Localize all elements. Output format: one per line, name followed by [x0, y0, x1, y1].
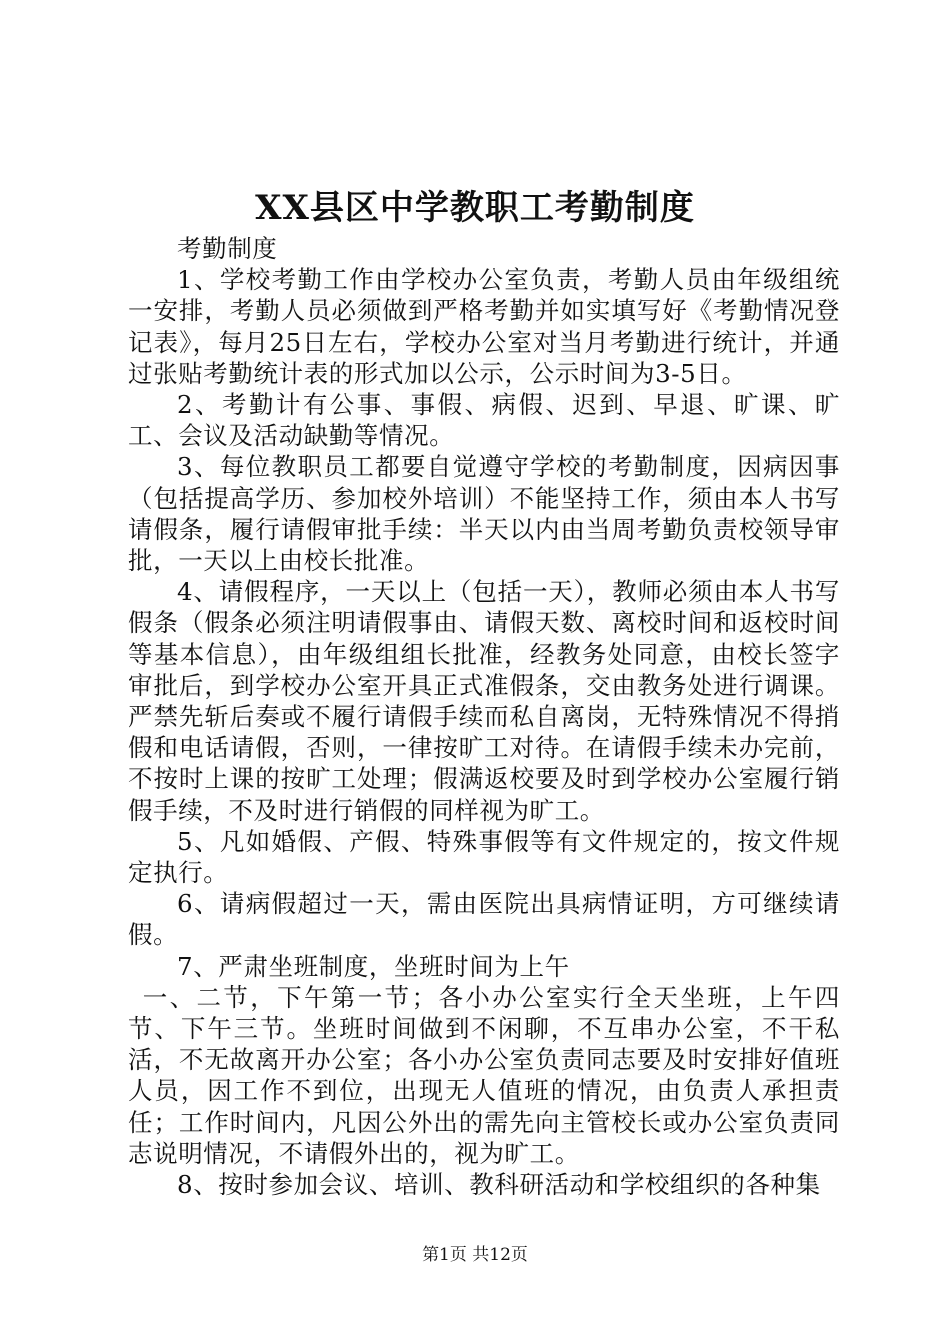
- document-title: XX县区中学教职工考勤制度: [255, 188, 695, 228]
- paragraph-2: 2、考勤计有公事、事假、病假、迟到、早退、旷课、旷工、会议及活动缺勤等情况。: [128, 390, 840, 451]
- document-body: [128, 233, 840, 1200]
- paragraph-7-continued: 一、二节，下午第一节；各小办公室实行全天坐班，上午四节、下午三节。坐班时间做到不闲聊，不互串办公室，不干私活，不无故离开办公室；各小办公室负责同志要及时安排好值班人员，因工作不到位，出现无人值班的情况，由负责人承担责任；工作时间内，凡因公外出的需先向主管校长或办公室负责同志说明情况，不请假外出的，视为旷工。: [128, 982, 840, 1168]
- section-heading: 考勤制度: [177, 234, 278, 263]
- paragraph-8: 8、按时参加会议、培训、教科研活动和学校组织的各种集: [177, 1170, 821, 1200]
- paragraph-1: 1、学校考勤工作由学校办公室负责，考勤人员由年级组统一安排，考勤人员必须做到严格考勤并如实填写好《考勤情况登记表》，每月25日左右，学校办公室对当月考勤进行统计，并通过张贴考勤统计表的形式加以公示，公示时间为3-5日。: [128, 265, 840, 388]
- paragraph-3: 3、每位教职员工都要自觉遵守学校的考勤制度，因病因事（包括提高学历、参加校外培训）不能坚持工作，须由本人书写请假条，履行请假审批手续：半天以内由当周考勤负责校领导审批，一天以上由校长批准。: [128, 452, 840, 576]
- paragraph-4: 4、请假程序，一天以上（包括一天），教师必须由本人书写假条（假条必须注明请假事由、请假天数、离校时间和返校时间等基本信息），由年级组组长批准，经教务处同意，由校长签字审批后，到学校办公室开具正式准假条，交由教务处进行调课。严禁先斩后奏或不履行请假手续而私自离岗，无特殊情况不得捎假和电话请假，否则，一律按旷工对待。在请假手续未办完前，不按时上课的按旷工处理；假满返校要及时到学校办公室履行销假手续，不及时进行销假的同样视为旷工。: [128, 577, 840, 825]
- paragraph-7: 7、严肃坐班制度，坐班时间为上午: [177, 951, 570, 981]
- page-footer: 第1页 共12页: [422, 1245, 528, 1265]
- paragraph-6: 6、请病假超过一天，需由医院出具病情证明，方可继续请假。: [128, 889, 840, 950]
- paragraph-5: 5、凡如婚假、产假、特殊事假等有文件规定的，按文件规定执行。: [128, 826, 840, 888]
